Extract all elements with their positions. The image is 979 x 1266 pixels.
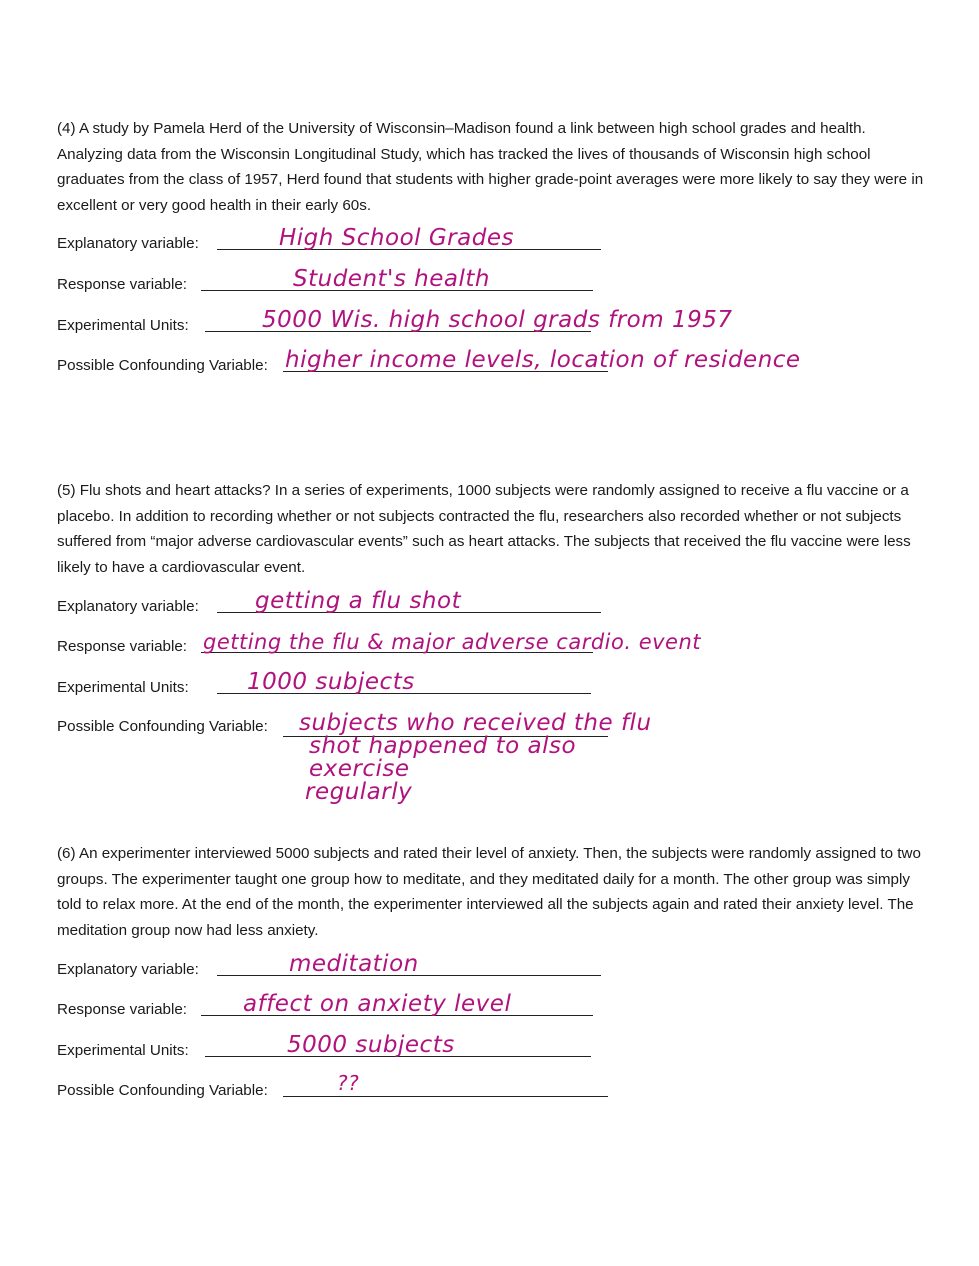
question-6-prompt: (6) An experimenter interviewed 5000 subjects and rated their level of anxiety. Then, the subjects were randomly assigned to two groups. The experimenter taught one group how to meditate, and they meditated daily for a month. The other group was simply told to relax more. At the end of the month, the experimenter interviewed all the subjects again and rated their anxiety level. The meditation group now had less anxiety.	[57, 845, 921, 939]
q6-response-answer[interactable]: affect on anxiety level	[243, 991, 512, 1017]
q6-units-field	[57, 1032, 617, 1061]
q5-explanatory-field	[57, 588, 617, 617]
q5-response-answer[interactable]: getting the flu & major adverse cardio. event	[203, 630, 702, 654]
q4-response-label: Response variable:	[57, 276, 188, 293]
q4-confounding-answer[interactable]: higher income levels, location of residence	[285, 347, 801, 373]
q6-confounding-field	[57, 1071, 617, 1101]
q6-confounding-line	[283, 1096, 608, 1097]
q4-explanatory-answer[interactable]: High School Grades	[279, 225, 514, 251]
q4-units-field	[57, 307, 777, 336]
question-4-prompt: (4) A study by Pamela Herd of the University of Wisconsin–Madison found a link between high school grades and health. Analyzing data from the Wisconsin Longitudinal Study, which has tracked the lives of thousands of Wisconsin high school graduates from the class of 1957, Herd found that students with higher grade-point averages were more likely to say they were in excellent or very good health in their early 60s.	[57, 120, 924, 214]
q6-explanatory-answer[interactable]: meditation	[289, 951, 419, 977]
q5-units-answer[interactable]: 1000 subjects	[247, 669, 415, 695]
q6-units-answer[interactable]: 5000 subjects	[287, 1032, 455, 1058]
q5-confounding-label: Possible Confounding Variable:	[57, 718, 268, 735]
question-6	[57, 841, 927, 1099]
q5-confounding-answer-line-3: regularly	[305, 779, 413, 805]
q5-response-label: Response variable:	[57, 638, 188, 655]
q5-explanatory-label: Explanatory variable:	[57, 598, 199, 615]
q6-explanatory-label: Explanatory variable:	[57, 961, 199, 978]
q4-response-field	[57, 266, 617, 295]
q4-units-label: Experimental Units:	[57, 317, 189, 334]
q4-response-answer[interactable]: Student's health	[293, 266, 490, 292]
question-5-prompt: (5) Flu shots and heart attacks? In a series of experiments, 1000 subjects were randomly assigned to receive a flu vaccine or a placebo. In addition to recording whether or not subjects contracted the flu, researchers also recorded whether or not subjects suffered from “major adverse cardiovascular events” such as heart attacks. The subjects that received the flu vaccine were less likely to have a cardiovascular event.	[57, 482, 911, 576]
q5-confounding-answer[interactable]	[299, 712, 659, 804]
q4-confounding-field	[57, 347, 817, 376]
question-5	[57, 478, 927, 805]
q6-confounding-answer[interactable]: ??	[337, 1071, 360, 1095]
q5-explanatory-answer[interactable]: getting a flu shot	[255, 588, 462, 614]
q6-response-field	[57, 991, 617, 1020]
q6-units-label: Experimental Units:	[57, 1042, 189, 1059]
q6-response-label: Response variable:	[57, 1001, 188, 1018]
q4-explanatory-label: Explanatory variable:	[57, 235, 199, 252]
question-4	[57, 116, 927, 374]
q4-units-answer[interactable]: 5000 Wis. high school grads from 1957	[262, 307, 733, 333]
q5-confounding-answer-line-2: shot happened to also exercise	[309, 733, 577, 782]
q4-explanatory-field	[57, 225, 617, 254]
q5-units-label: Experimental Units:	[57, 679, 189, 696]
q6-confounding-label: Possible Confounding Variable:	[57, 1082, 268, 1099]
q6-explanatory-field	[57, 951, 617, 980]
q5-units-field	[57, 669, 617, 698]
q5-confounding-field	[57, 710, 817, 805]
q5-confounding-answer-line-1: subjects who received the flu	[299, 710, 652, 736]
q4-confounding-label: Possible Confounding Variable:	[57, 357, 268, 374]
q5-response-field	[57, 630, 702, 657]
